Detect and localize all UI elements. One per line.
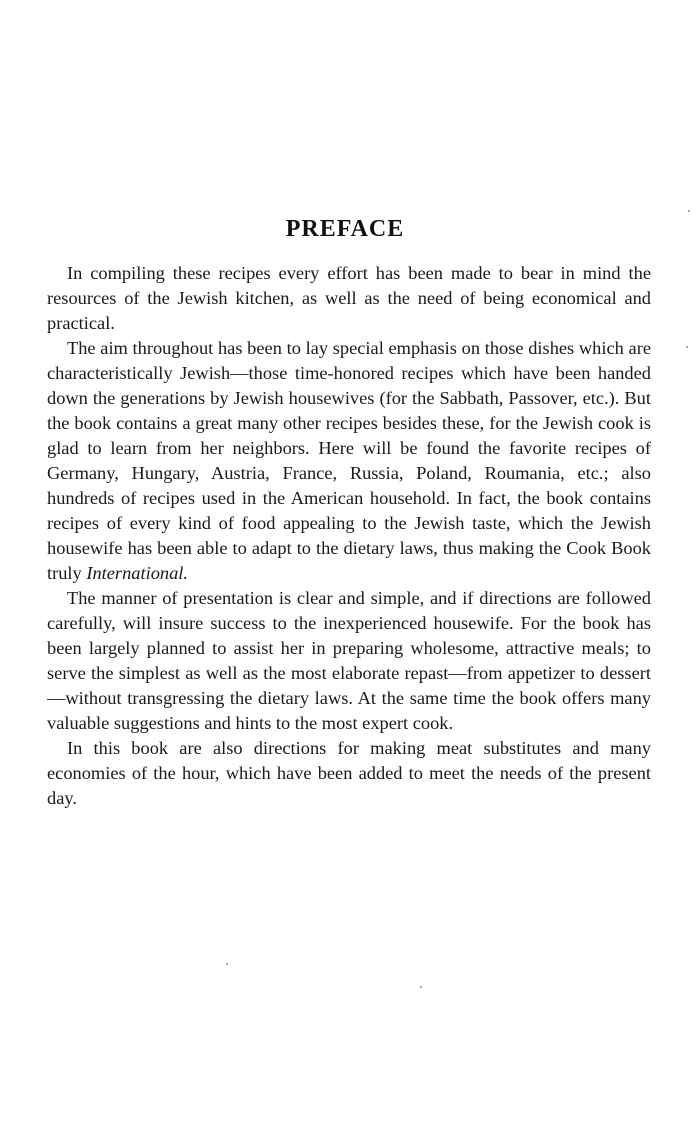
scan-speck — [688, 210, 690, 212]
paragraph-4-text: In this book are also directions for making meat substitutes and many economies of the hour, which have been added to meet the needs of the present day. — [47, 738, 651, 808]
paragraph-4 — [47, 736, 651, 811]
paragraph-1 — [47, 261, 651, 336]
page-title: PREFACE — [285, 216, 405, 242]
scan-speck — [420, 986, 422, 988]
paragraph-2 — [47, 336, 651, 586]
scan-speck — [686, 346, 688, 348]
scan-speck — [226, 963, 228, 965]
paragraph-1-text: In compiling these recipes every effort has been made to bear in mind the resources of the Jewish kitchen, as well as the need of being economical and practical. — [47, 263, 651, 333]
paragraph-3 — [47, 586, 651, 736]
preface-body — [47, 261, 651, 811]
paragraph-2-text: The aim throughout has been to lay special emphasis on those dishes which are characteristically Jewish—those time-honored recipes which have been handed down the generations by Jewish housewives (for the Sabbath, Passover, etc.). But the book contains a great many other recipes besides these, for the Jewish cook is glad to learn from her neighbors. Here will be found the favorite recipes of Germany, Hungary, Austria, France, Russia, Poland, Roumania, etc.; also hundreds of recipes used in the American household. In fact, the book contains recipes of every kind of food appealing to the Jewish taste, which the Jewish housewife has been able to adapt to the dietary laws, thus making the Cook Book truly — [47, 338, 651, 583]
paragraph-3-text: The manner of presentation is clear and simple, and if directions are followed carefully, will insure success to the inexperienced housewife. For the book has been largely planned to assist her in preparing wholesome, attractive meals; to serve the simplest as well as the most elaborate repast—from appetizer to dessert—without transgressing the dietary laws. At the same time the book offers many valuable suggestions and hints to the most expert cook. — [47, 588, 651, 733]
paragraph-2-emphasis: International. — [86, 563, 188, 583]
